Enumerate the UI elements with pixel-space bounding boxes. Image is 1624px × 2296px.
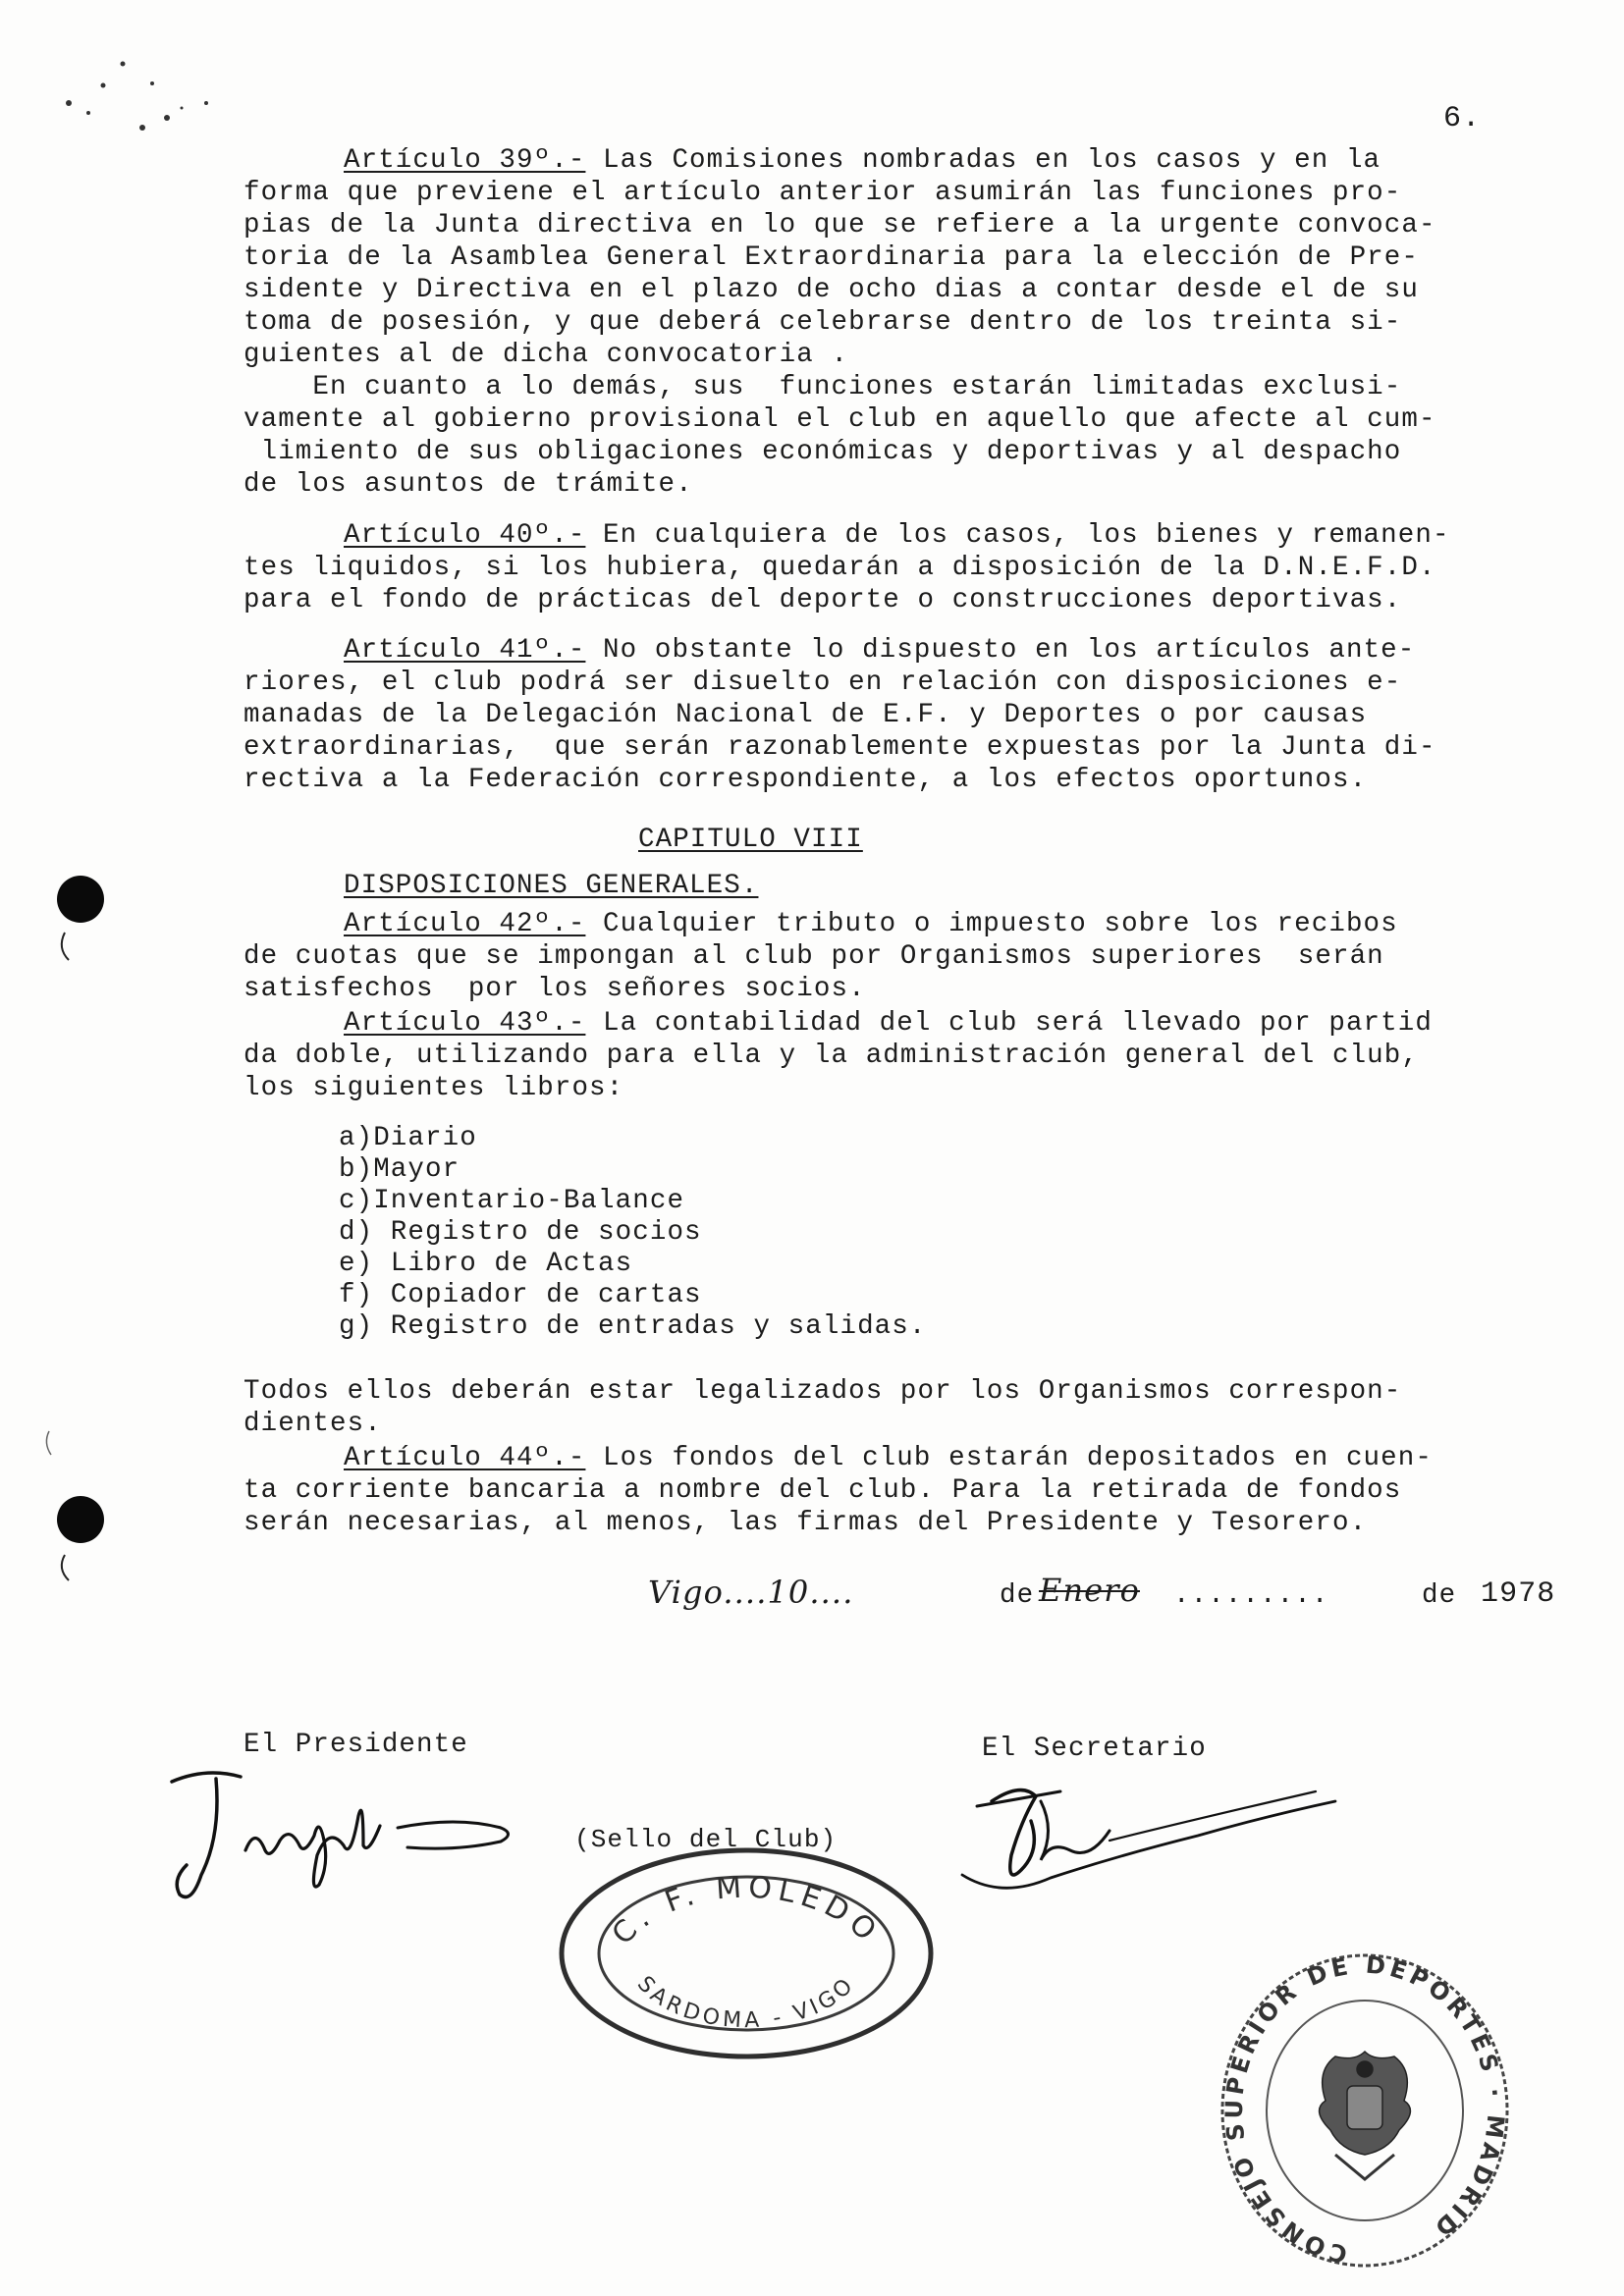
art40-first-line: Artículo 40º.- En cualquiera de los casos, los bienes y remanen- [344, 520, 1450, 551]
art41-line: rectiva a la Federación correspondiente, a los efectos oportunos. [244, 765, 1368, 795]
art41-line: manadas de la Delegación Nacional de E.F. y Deportes o por causas [244, 700, 1368, 730]
art39-line: sidente y Directiva en el plazo de ocho dias a contar desde el de su [244, 275, 1419, 305]
date-dots: ......... [1173, 1580, 1329, 1611]
binder-holes [0, 0, 118, 2296]
art43-closing-line: Todos ellos deberán estar legalizados por los Organismos correspon- [244, 1376, 1402, 1407]
club-stamp-bottom-text: SARDOMA - VIGO [631, 1971, 861, 2034]
secretary-label: El Secretario [982, 1734, 1207, 1764]
art40-line: para el fondo de prácticas del deporte o construcciones deportivas. [244, 585, 1402, 615]
book-item: c)Inventario-Balance [339, 1186, 685, 1216]
art43-line: los siguientes libros: [244, 1073, 624, 1103]
book-item: f) Copiador de cartas [339, 1280, 702, 1310]
date-day: 10 [767, 1574, 810, 1611]
art39-heading: Artículo 39º.- [344, 145, 586, 176]
art41-line: riores, el club podrá ser disuelto en relación con disposiciones e- [244, 667, 1402, 698]
art39-line: forma que previene el artículo anterior asumirán las funciones pro- [244, 178, 1402, 208]
book-item: a)Diario [339, 1123, 477, 1153]
art43-heading: Artículo 43º.- [344, 1008, 586, 1039]
svg-text:C. F. MOLEDO [606, 1870, 888, 1951]
art39-line: toma de posesión, y que deberá celebrarse dentro de los treinta si- [244, 307, 1402, 338]
art44-first-line: Artículo 44º.- Los fondos del club estarán depositados en cuen- [344, 1443, 1433, 1473]
art39-para2-line: de los asuntos de trámite. [244, 469, 693, 500]
date-de-2: de [1422, 1580, 1457, 1611]
art43-first-line: Artículo 43º.- La contabilidad del club será llevado por partid [344, 1008, 1433, 1039]
club-stamp-top-text: C. F. MOLEDO [605, 1870, 888, 1952]
book-item: b)Mayor [339, 1154, 460, 1185]
art39-para2-line: limiento de sus obligaciones económicas y deportivas y al despacho [244, 437, 1402, 467]
art42-line: de cuotas que se impongan al club por Organismos superiores serán [244, 941, 1384, 972]
eagle-crest-icon [1320, 2052, 1411, 2179]
book-item: e) Libro de Actas [339, 1249, 633, 1279]
art39-line: pias de la Junta directiva en lo que se refiere a la urgente convoca- [244, 210, 1436, 240]
svg-text:SARDOMA - VIGO [632, 1972, 860, 2034]
art41-first-line: Artículo 41º.- No obstante lo dispuesto en los artículos ante- [344, 635, 1416, 666]
art44-line: serán necesarias, al menos, las firmas del Presidente y Tesorero. [244, 1508, 1368, 1538]
chapter-title: CAPITULO VIII [638, 825, 863, 855]
page-number: 6. [1443, 102, 1482, 135]
art43-line: da doble, utilizando para ella y la administración general del club, [244, 1041, 1419, 1071]
art42-line: satisfechos por los señores socios. [244, 974, 866, 1004]
council-stamp-text: CONSEJO SUPERIOR DE DEPORTES · MADRID [1219, 1953, 1510, 2269]
art40-heading: Artículo 40º.- [344, 520, 586, 551]
art44-heading: Artículo 44º.- [344, 1443, 586, 1473]
president-signature [162, 1757, 525, 1924]
art42-first-line: Artículo 42º.- Cualquier tributo o impuesto sobre los recibos [344, 909, 1398, 939]
secretary-signature [943, 1762, 1355, 1919]
seal-label: (Sello del Club) [574, 1825, 838, 1854]
date-year: 1978 [1481, 1577, 1556, 1611]
date-city: Vigo [648, 1574, 724, 1611]
art39-para2-line: En cuanto a lo demás, sus funciones estarán limitadas exclusi- [244, 372, 1402, 402]
art44-line: ta corriente bancaria a nombre del club. Para la retirada de fondos [244, 1475, 1402, 1506]
art39-para2-line: vamente al gobierno provisional el club en aquello que afecte al cum- [244, 404, 1436, 435]
art41-heading: Artículo 41º.- [344, 635, 586, 666]
president-label: El Presidente [244, 1730, 468, 1760]
chapter-subtitle: DISPOSICIONES GENERALES. [344, 871, 759, 901]
art43-closing-line: dientes. [244, 1409, 382, 1439]
date-month: Enero [1039, 1572, 1140, 1609]
art39-line: toria de la Asamblea General Extraordinaria para la elección de Pre- [244, 242, 1419, 273]
book-item: g) Registro de entradas y salidas. [339, 1311, 927, 1342]
date-de-1: de [1000, 1580, 1035, 1611]
date-line: Vigo....10.... [648, 1574, 854, 1611]
art39-line: guientes al de dicha convocatoria . [244, 340, 849, 370]
art39-first-line: Artículo 39º.- Las Comisiones nombradas en los casos y en la [344, 145, 1381, 176]
club-stamp [550, 1841, 943, 2066]
art42-heading: Artículo 42º.- [344, 909, 586, 939]
book-item: d) Registro de socios [339, 1217, 702, 1248]
council-stamp [1218, 1953, 1512, 2277]
art41-line: extraordinarias, que serán razonablemente expuestas por la Junta di- [244, 732, 1436, 763]
art40-line: tes liquidos, si los hubiera, quedarán a disposición de la D.N.E.F.D. [244, 553, 1436, 583]
